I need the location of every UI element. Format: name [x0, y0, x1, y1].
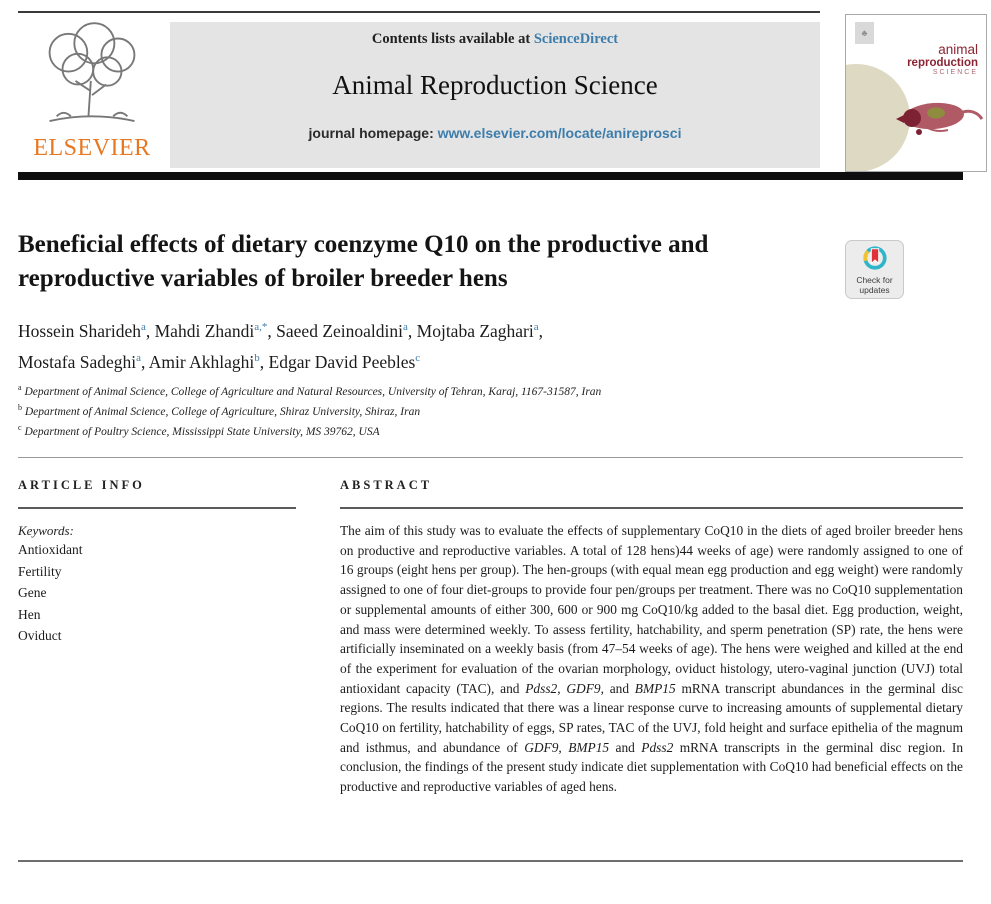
elsevier-wordmark: ELSEVIER: [33, 135, 151, 161]
gene-name: BMP15: [634, 680, 676, 696]
homepage-line: [170, 125, 820, 141]
gene-name: GDF9: [524, 739, 559, 755]
sciencedirect-link[interactable]: ScienceDirect: [533, 31, 619, 47]
author-affiliation-sup: a: [136, 351, 141, 364]
badge-label: [846, 276, 903, 296]
abstract-segment: The aim of this study was to evaluate the effects of supplementary CoQ10 in the diets of aged broiler breeder hens on productive and reproductive variables. A total of 128 hens)44 weeks of age) were randomly assigned to one of 16 groups (eight hens per group). The hen-groups (with equal mean egg production and egg weight) were randomly assigned to one of four diet-groups to provide four pen/groups per treatment. There was no CoQ10 supplementation or supplemental amounts of either 300, 600 or 900 mg CoQ10/kg added to the basal diet. Egg production, weight, and mass were determined weekly. To assess fertility, hatchability, and sperm penetration (SP) rate, the hens were artificially inseminated on a weekly basis (from 47–54 weeks of age). The hens were weighed and killed at the end of the experiment for evaluation of the ovarian morphology, oviduct histology, utero-vaginal junction (UVJ) total antioxidant capacity (TAC), and: [340, 523, 963, 696]
elsevier-tree-icon: [33, 22, 151, 134]
keyword-item: Antioxidant: [18, 542, 83, 557]
affiliation-row: $^b$ Department of Animal Science, College of Agriculture, Shiraz University, Shiraz, Iran: [18, 402, 421, 418]
author-affiliation-sup: b: [254, 351, 260, 364]
author-name: Edgar David Peebles: [268, 351, 416, 372]
abstract-segment: mRNA transcripts in the germinal disc region. In conclusion, the findings of the present study indicate diet supplementation with CoQ10 had beneficial effects on the productive and reproductive variables of aged hens.: [340, 739, 964, 795]
author-affiliation-sup: a: [140, 321, 146, 333]
journal-name: Animal Reproduction Science: [332, 70, 658, 100]
author-affiliation-sup: a: [403, 321, 408, 333]
elsevier-logo: [18, 22, 166, 168]
author-name: Mojtaba Zaghari: [416, 320, 534, 341]
gene-name: BMP15: [568, 739, 610, 755]
author-name: Mahdi Zhandi: [154, 320, 255, 341]
badge-label-line1: Check for: [856, 275, 893, 285]
top-rule: [18, 11, 820, 13]
cover-title-line3: SCIENCE: [932, 69, 978, 77]
author-list: Hossein Sharideh$^a$, Mahdi Zhandi$^{a,*}$, Saeed Zeinoaldini$^a$, Mojtaba Zaghari$^a$, Mostafa Sadeghi$^a$, Amir Akhlaghi$^b$, Edgar David Peebles$^c$: [18, 320, 544, 372]
abstract-segment: and: [609, 739, 642, 755]
article-info-column: [18, 478, 296, 647]
keyword-item: Hen: [18, 606, 41, 622]
keyword-item: Oviduct: [18, 628, 62, 643]
abstract-rule: [340, 507, 963, 509]
article-info-heading: ARTICLE INFO: [18, 478, 145, 492]
abstract-segment: ,: [558, 739, 569, 755]
author-name: Hossein Sharideh: [18, 320, 141, 341]
cover-journal-title: [907, 43, 978, 77]
journal-banner: [170, 22, 820, 168]
badge-label-line2: updates: [859, 284, 890, 295]
contents-line: [170, 31, 820, 48]
abstract-segment: , and: [600, 680, 635, 696]
cover-publisher-mark: ♣: [855, 22, 874, 44]
cover-title-line2: reproduction: [907, 57, 978, 70]
affiliations: [18, 380, 778, 439]
affiliation-row: $^a$ Department of Animal Science, College of Agriculture and Natural Resources, University of Tehran, Karaj, 1167-31587, Iran: [18, 383, 602, 398]
gene-name: Pdss2: [525, 680, 558, 696]
gene-name: Pdss2: [641, 739, 674, 755]
affiliation-row: $^c$ Department of Poultry Science, Mississippi State University, MS 39762, USA: [18, 422, 380, 438]
keywords-label: Keywords:: [18, 523, 74, 538]
keywords-list: [18, 539, 296, 647]
author-name: Saeed Zeinoaldini: [276, 320, 403, 341]
cover-title-line1: animal: [938, 42, 978, 57]
homepage-url-link[interactable]: www.elsevier.com/locate/anireprosci: [437, 125, 682, 141]
crossmark-icon: [862, 245, 888, 271]
abstract-heading: ABSTRACT: [340, 478, 433, 492]
article-info-rule: [18, 507, 296, 509]
page-bottom-rule: [18, 860, 963, 862]
journal-cover-thumbnail: [845, 14, 987, 172]
gene-name: GDF9: [566, 680, 601, 696]
author-affiliation-sup: a,*: [254, 321, 268, 333]
header-divider-bar: [18, 172, 963, 180]
author-name: Amir Akhlaghi: [148, 351, 255, 372]
article-title: Beneficial effects of dietary coenzyme Q10 on the productive and reproductive variables of broiler breeder hens: [18, 231, 709, 292]
author-name: Mostafa Sadeghi: [18, 351, 137, 372]
keyword-item: Gene: [18, 585, 47, 600]
check-for-updates-badge[interactable]: [845, 240, 904, 299]
abstract-text: [340, 521, 963, 797]
author-affiliation-sup: c: [415, 351, 421, 364]
contents-prefix: Contents lists available at: [371, 31, 534, 47]
section-divider-rule: [18, 457, 963, 458]
keyword-item: Fertility: [18, 563, 62, 579]
author-affiliation-sup: a: [533, 321, 539, 333]
abstract-segment: mRNA transcript abundances in the germinal disc regions. The results indicated that there was a linear response curve to increasing amounts of supplemental dietary CoQ10 on fertility, hatchability of eggs, SP rates, TAC of the UVJ, fold height and surface epithelia of the magnum and isthmus, and abundance of: [340, 680, 963, 755]
homepage-prefix: journal homepage:: [308, 125, 438, 141]
abstract-column: [340, 478, 963, 797]
abstract-segment: ,: [557, 680, 567, 696]
